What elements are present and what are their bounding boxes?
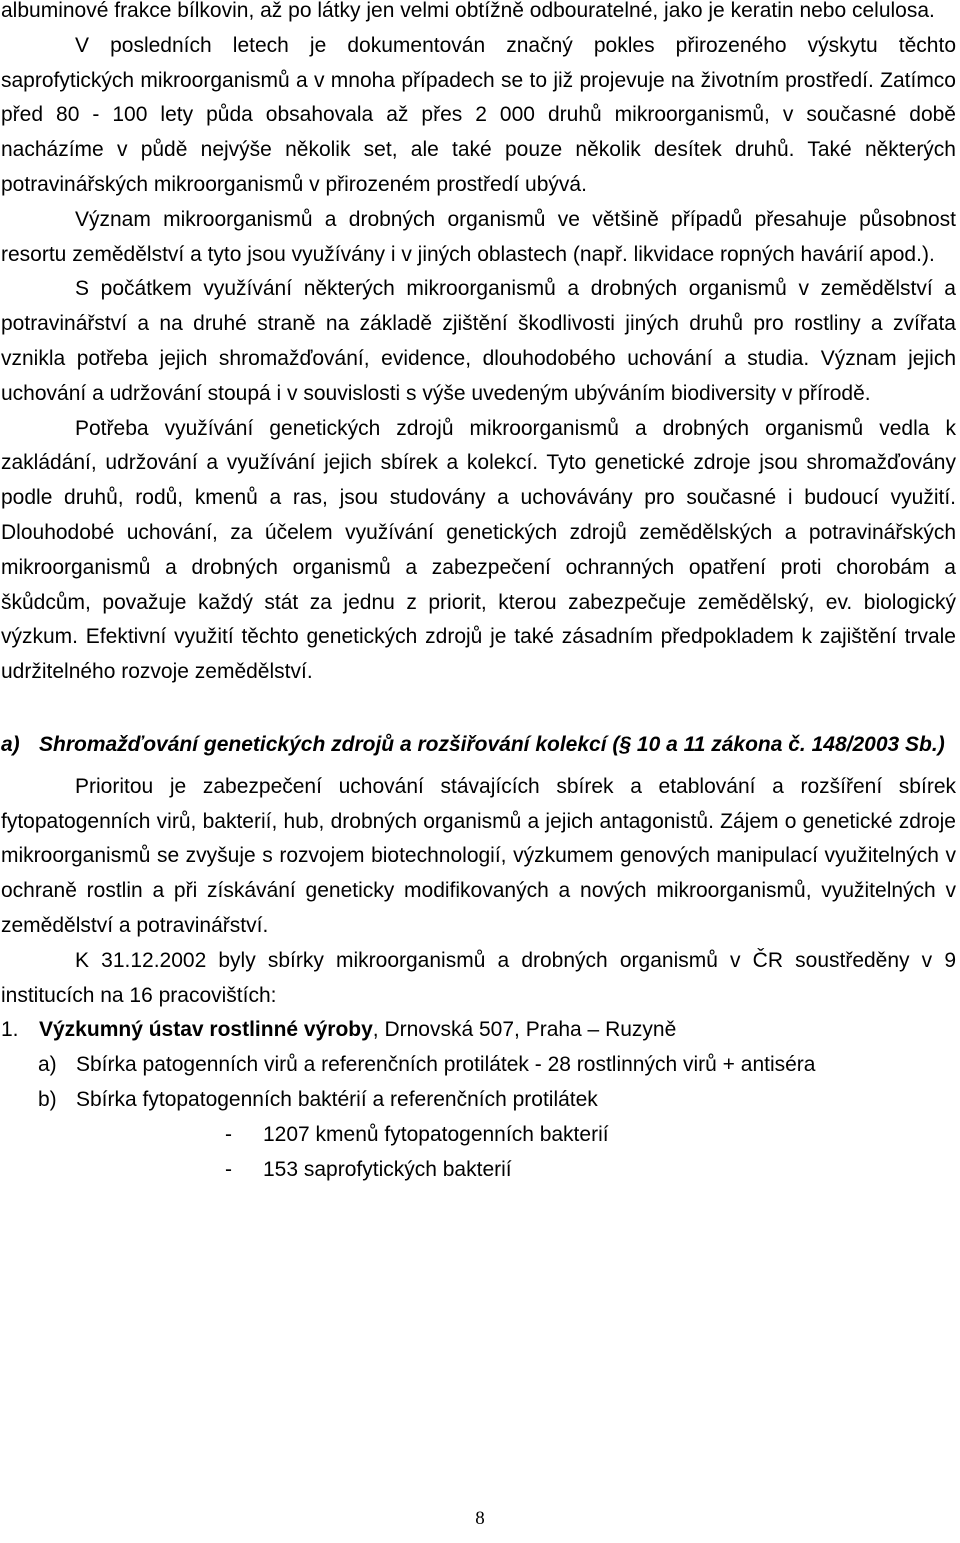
sub-list-marker: a): [38, 1053, 57, 1077]
paragraph-decline: V posledních letech je dokumentován značný pokles přirozeného výskytu těchto saprofytických mikroorganismů a v mnoha případech se to již projevuje na životním prostředí. Zatímco před 80 - 100 lety půda obsahovala až přes 2 000 druhů mikroorganismů, v současné době nacházíme v půdě nejvýše několik set, ale také pouze několik desítek druhů. Také některých potravinářských mikroorganismů v přirozeném prostředí ubývá.: [1, 33, 956, 196]
dash-list-text: 1207 kmenů fytopatogenních bakterií: [263, 1122, 609, 1146]
paragraph-priority: Prioritou je zabezpečení uchování stávajících sbírek a etablování a rozšíření sbírek fytopatogenních virů, bakterií, hub, drobných organismů a jejich antagonistů. Zájem o genetické zdroje mikroorganismů se zvyšuje s rozvojem biotechnologií, výzkumem genových manipulací využitelných v ochraně rostlin a při získávání geneticky modifikovaných a nových mikroorganismů, využitelných v zemědělství a potravinářství.: [1, 774, 956, 937]
list-item: [1, 1013, 956, 1048]
paragraph-continuation: albuminové frakce bílkovin, až po látky jen velmi obtížně odbouratelné, jako je keratin nebo celulosa.: [1, 0, 935, 22]
dash-list-item: [1, 1118, 956, 1153]
sub-list-marker: b): [38, 1087, 57, 1111]
dash-marker: -: [225, 1157, 232, 1181]
paragraph-institutions: K 31.12.2002 byly sbírky mikroorganismů a drobných organismů v ČR soustředěny v 9 institucích na 16 pracovištích:: [1, 948, 956, 1007]
dash-list-text: 153 saprofytických bakterií: [263, 1157, 512, 1181]
section-heading-marker: a): [1, 732, 20, 756]
dash-list-item: [1, 1153, 956, 1188]
dash-marker: -: [225, 1122, 232, 1146]
paragraph-significance: Význam mikroorganismů a drobných organismů ve většině případů přesahuje působnost resortu zemědělství a tyto jsou využívány i v jiných oblastech (např. likvidace ropných havárií apod.).: [1, 207, 956, 266]
institution-name: Výzkumný ústav rostlinné výroby: [39, 1018, 373, 1042]
document-body: [1, 0, 956, 1187]
section-heading-text: Shromažďování genetických zdrojů a rozšiřování kolekcí (§ 10 a 11 zákona č. 148/2003 Sb.): [39, 732, 945, 756]
paragraph-history: S počátkem využívání některých mikroorganismů a drobných organismů v zemědělství a potravinářství a na druhé straně na základě zjištění škodlivosti jiných druhů pro rostliny a zvířata vznikla potřeba jejich shromažďování, evidence, dlouhodobého uchování a studia. Význam jejich uchování a udržování stoupá i v souvislosti s výše uvedeným ubýváním biodiversity v přírodě.: [1, 277, 956, 405]
sub-list-text: Sbírka fytopatogenních baktérií a referenčních protilátek: [76, 1087, 598, 1111]
page-number: 8: [475, 1508, 485, 1529]
sub-list-item: [1, 1048, 956, 1083]
sub-list-text: Sbírka patogenních virů a referenčních protilátek - 28 rostlinných virů + antiséra: [76, 1053, 816, 1077]
paragraph-need: Potřeba využívání genetických zdrojů mikroorganismů a drobných organismů vedla k zakládání, udržování a využívání jejich sbírek a kolekcí. Tyto genetické zdroje jsou shromažďovány podle druhů, rodů, kmenů a ras, jsou studovány a uchovávány pro současné i budoucí využití. Dlouhodobé uchování, za účelem využívání genetických zdrojů zemědělských a potravinářských mikroorganismů a drobných organismů a zabezpečení ochranných opatření proti chorobám a škůdcům, považuje každý stát za jednu z priorit, kterou zabezpečuje zemědělský, ev. biologický výzkum. Efektivní využití těchto genetických zdrojů je také zásadním předpokladem k zajištění trvale udržitelného rozvoje zemědělství.: [1, 416, 956, 684]
institution-address: , Drnovská 507, Praha – Ruzyně: [372, 1018, 677, 1042]
section-heading: [1, 728, 956, 763]
sub-list-item: [1, 1083, 956, 1118]
list-item-number: 1.: [1, 1018, 19, 1042]
